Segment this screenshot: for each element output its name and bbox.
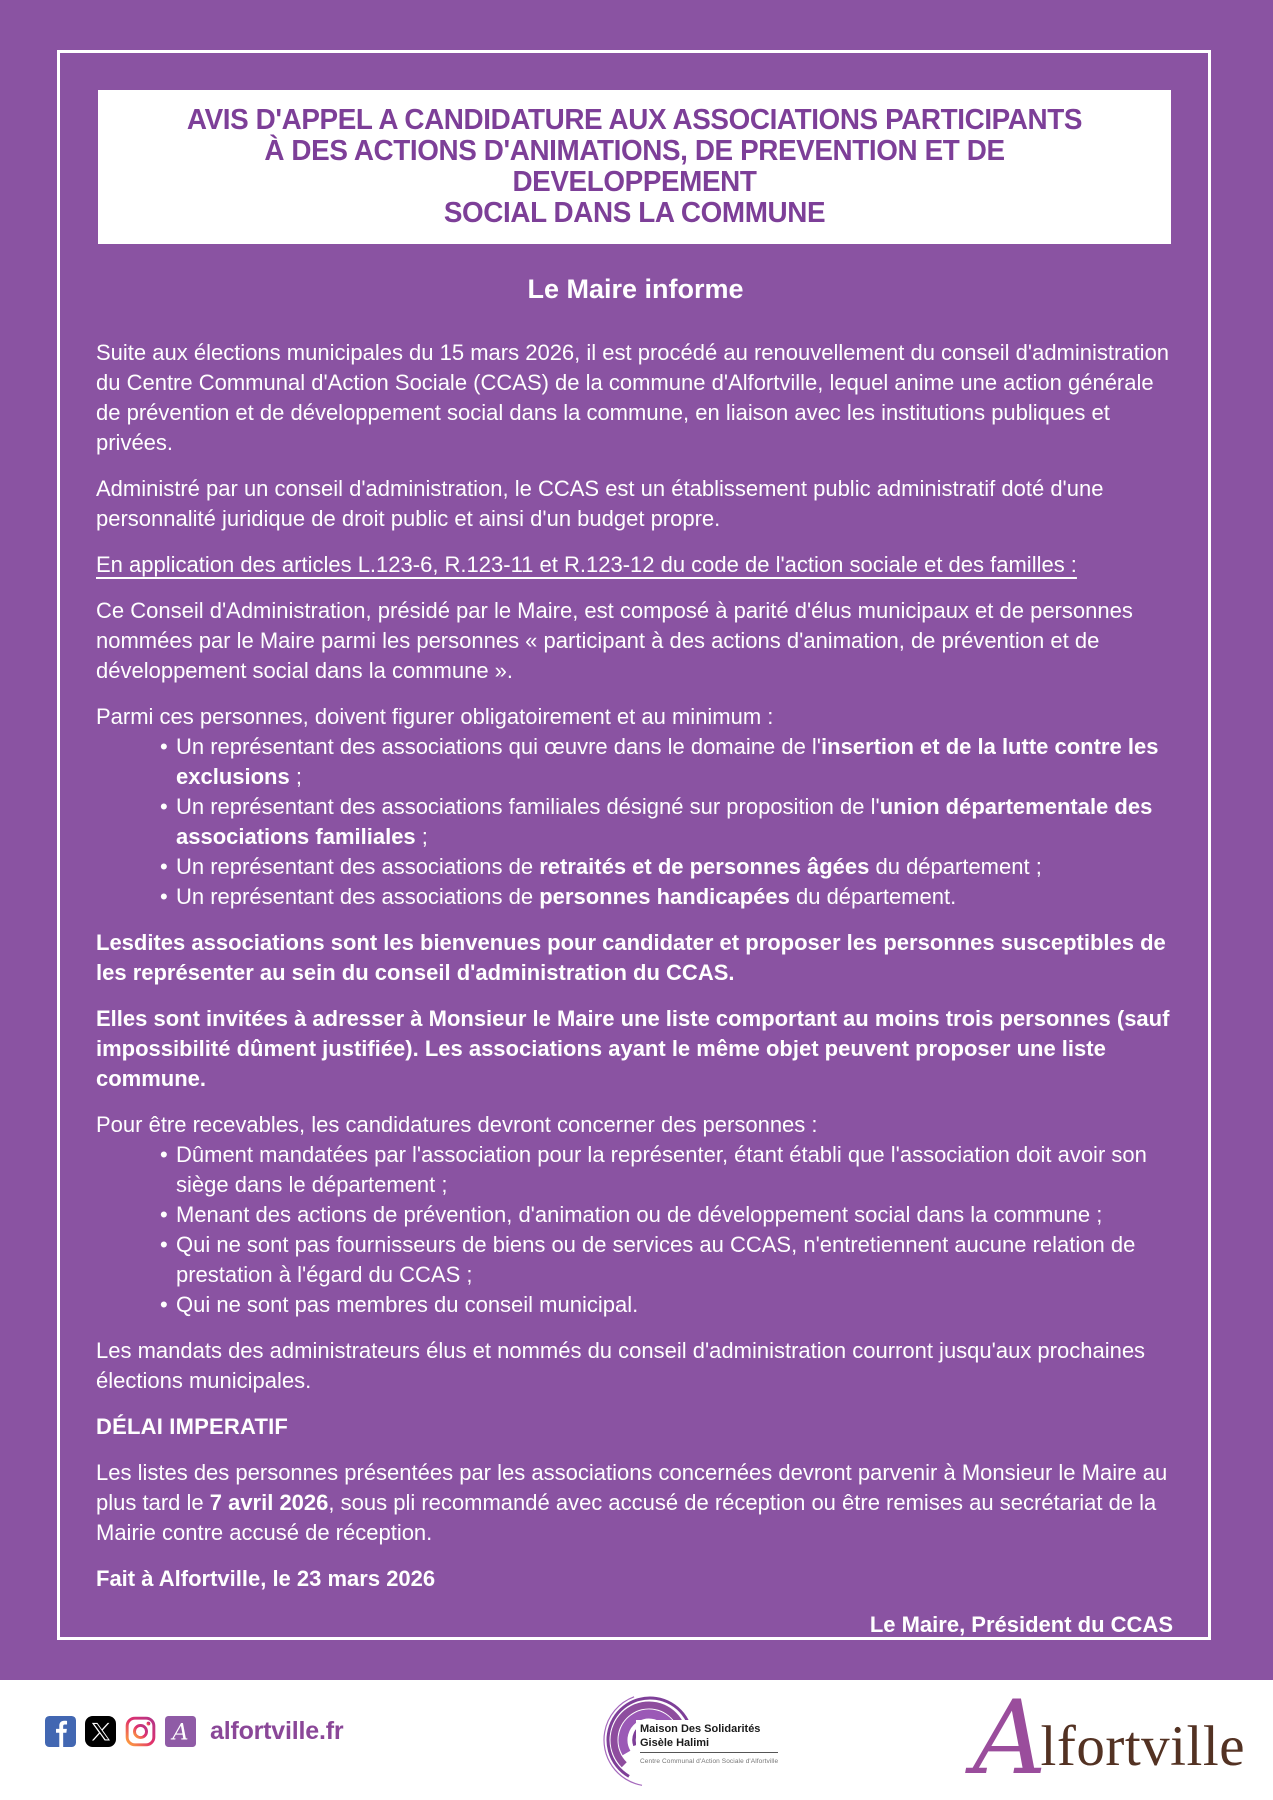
signature: Le Maire, Président du CCAS (869, 1612, 1173, 1637)
list-item: • Un représentant des associations de retraités et de personnes âgées du département ; (160, 852, 1175, 882)
solidarity-logo-line3: Centre Communal d'Action Sociale d'Alfortville (640, 1758, 779, 1765)
city-logo-initial: A (972, 1679, 1047, 1798)
list-item: • Un représentant des associations qui œuvre dans le domaine de l'insertion et de la lutte contre les exclusions ; (160, 732, 1175, 792)
solidarity-logo (600, 1688, 790, 1792)
city-logo-text: lfortville (1040, 1715, 1245, 1778)
paragraph-elles-invitees: Elles sont invitées à adresser à Monsieur le Maire une liste comportant au moins trois personnes (sauf impossibilité dûment justifiée). Les associations ayant le même objet peuvent proposer une liste commune. (96, 1006, 1170, 1091)
list-item: • Dûment mandatées par l'association pour la représenter, étant établi que l'association doit avoir son siège dans le département ; (160, 1140, 1175, 1200)
deadline-heading: DÉLAI IMPERATIF (96, 1414, 289, 1439)
paragraph-conseil: Ce Conseil d'Administration, présidé par le Maire, est composé à parité d'élus municipaux et de personnes nommées par le Maire parmi les personnes « participant à des actions d'animation, de prévention et de développement social dans la commune ». (96, 598, 1133, 683)
poster-frame (57, 50, 1211, 1640)
title-line-3: SOCIAL DANS LA COMMUNE (443, 197, 825, 229)
footer (0, 1680, 1273, 1800)
paragraph-lesdites: Lesdites associations sont les bienvenues pour candidater et proposer les personnes susceptibles de les représenter au sein du conseil d'administration du CCAS. (96, 930, 1166, 985)
paragraph-articles: En application des articles L.123-6, R.123-11 et R.123-12 du code de l'action sociale et des familles : (96, 552, 1077, 577)
facebook-icon[interactable] (45, 1716, 76, 1747)
solidarity-logo-line2: Gisèle Halimi (640, 1737, 710, 1749)
alfortville-a-icon[interactable] (165, 1716, 196, 1747)
paragraph-parmi-intro: Parmi ces personnes, doivent figurer obligatoirement et au minimum : (96, 704, 774, 729)
paragraph-mandats: Les mandats des administrateurs élus et nommés du conseil d'administration courront jusqu'aux prochaines élections municipales. (96, 1338, 1146, 1393)
solidarity-logo-line1: Maison Des Solidarités (640, 1723, 761, 1735)
list-item: • Un représentant des associations de personnes handicapées du département. (160, 882, 1175, 912)
x-icon[interactable] (85, 1716, 116, 1747)
solidarity-logo-text (636, 1720, 782, 1771)
title-line-2: À DES ACTIONS D'ANIMATIONS, DE PREVENTION ET DE DEVELOPPEMENT (263, 135, 1005, 198)
social-links (45, 1716, 343, 1747)
paragraph-deadline: Les listes des personnes présentées par les associations concernées devront parvenir à Monsieur le Maire au plus tard le 7 avril 2026, sous pli recommandé avec accusé de réception ou être remises au secrétariat de la Mairie contre accusé de réception. (96, 1460, 1168, 1545)
list-item: • Menant des actions de prévention, d'animation ou de développement social dans la commune ; (160, 1200, 1175, 1230)
paragraph-administration: Administré par un conseil d'administration, le CCAS est un établissement public administratif doté d'une personnalité juridique de droit public et ainsi d'un budget propre. (96, 476, 1104, 531)
dateline: Fait à Alfortville, le 23 mars 2026 (96, 1566, 436, 1591)
paragraph-elections: Suite aux élections municipales du 15 mars 2026, il est procédé au renouvellement du conseil d'administration du Centre Communal d'Action Sociale (CCAS) de la commune d'Alfortville, lequel anime une action générale de prévention et de développement social dans la commune, en liaison avec les institutions publiques et privées. (96, 340, 1170, 455)
instagram-icon[interactable] (125, 1716, 156, 1747)
title-line-1: AVIS D'APPEL A CANDIDATURE AUX ASSOCIATIONS PARTICIPANTS (186, 104, 1082, 136)
svg-text:A: A (172, 1719, 189, 1746)
list-item: • Un représentant des associations familiales désigné sur proposition de l'union départementale des associations familiales ; (160, 792, 1175, 852)
page-title (98, 90, 1171, 244)
poster-body (60, 274, 1208, 1640)
paragraph-recevables-intro: Pour être recevables, les candidatures devront concerner des personnes : (96, 1112, 818, 1137)
required-representatives-list (96, 732, 1175, 912)
website-link[interactable]: alfortville.fr (210, 1717, 344, 1745)
informs-heading: Le Maire informe (527, 274, 744, 304)
city-logo (972, 1679, 1245, 1798)
list-item: • Qui ne sont pas fournisseurs de biens ou de services au CCAS, n'entretiennent aucune relation de prestation à l'égard du CCAS ; (160, 1230, 1175, 1290)
list-item: • Qui ne sont pas membres du conseil municipal. (160, 1290, 1175, 1320)
divider (640, 1752, 778, 1753)
eligibility-conditions-list (96, 1140, 1175, 1320)
